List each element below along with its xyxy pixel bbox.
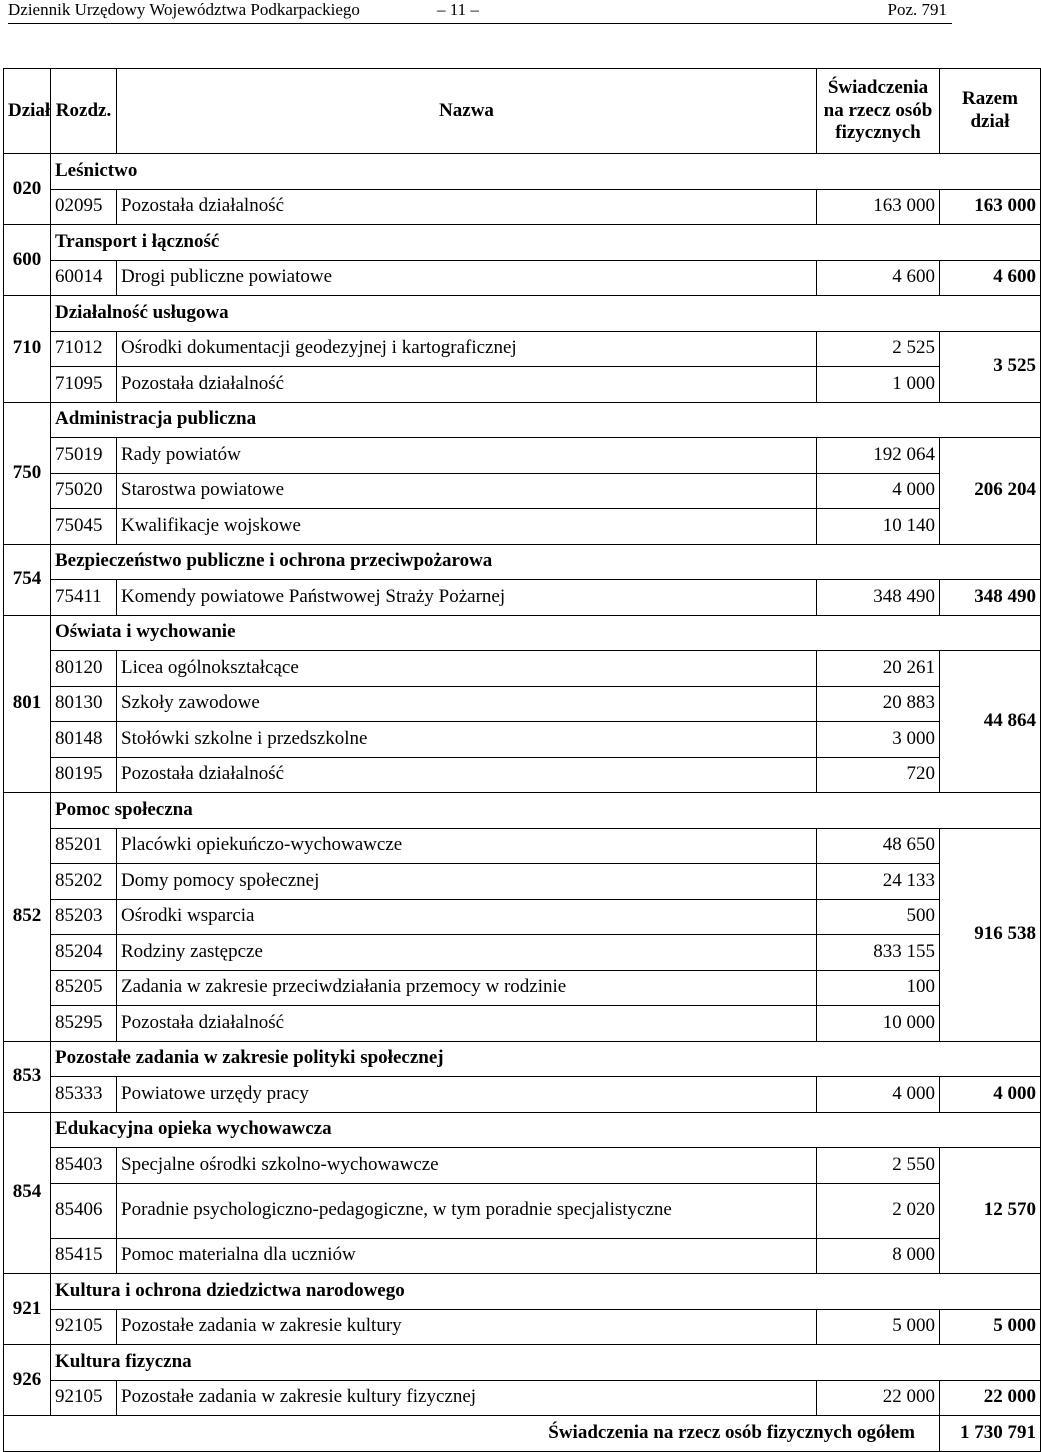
- dzial-code: 853: [4, 1041, 51, 1112]
- section-row: [4, 1112, 1041, 1148]
- dzial-code: 852: [4, 793, 51, 1042]
- document-header: [0, 0, 960, 22]
- dzial-total: 163 000: [940, 189, 1041, 225]
- table-row: [4, 828, 1041, 864]
- rozdzial-amount: 2 020: [817, 1183, 940, 1238]
- table-row: [4, 438, 1041, 474]
- dzial-name: Pomoc społeczna: [51, 793, 1041, 829]
- rozdzial-amount: 20 261: [817, 651, 940, 687]
- rozdzial-amount: 2 550: [817, 1148, 940, 1184]
- dzial-total: 4 600: [940, 260, 1041, 296]
- table-header-row: [4, 69, 1041, 154]
- section-row: [4, 154, 1041, 190]
- dzial-name: Edukacyjna opieka wychowawcza: [51, 1112, 1041, 1148]
- rozdzial-amount: 163 000: [817, 189, 940, 225]
- col-header-rozdz: Rozdz.: [51, 69, 117, 154]
- table-row: [4, 580, 1041, 616]
- table-row: [4, 1183, 1041, 1238]
- dzial-code: 854: [4, 1112, 51, 1274]
- table-row: [4, 686, 1041, 722]
- table-row: [4, 757, 1041, 793]
- dzial-name: Pozostałe zadania w zakresie polityki społecznej: [51, 1041, 1041, 1077]
- dzial-name: Administracja publiczna: [51, 402, 1041, 438]
- rozdzial-amount: 10 140: [817, 509, 940, 545]
- section-row: [4, 296, 1041, 332]
- table-row: [4, 1148, 1041, 1184]
- rozdzial-amount: 1 000: [817, 367, 940, 403]
- table-row: [4, 935, 1041, 971]
- table-body: [4, 154, 1041, 1416]
- rozdzial-code: 75020: [51, 473, 117, 509]
- rozdzial-amount: 4 000: [817, 473, 940, 509]
- dzial-code: 754: [4, 544, 51, 615]
- section-row: [4, 225, 1041, 261]
- rozdzial-code: 71012: [51, 331, 117, 367]
- rozdzial-code: 80148: [51, 722, 117, 758]
- rozdzial-name: Licea ogólnokształcące: [117, 651, 817, 687]
- table-row: [4, 331, 1041, 367]
- dzial-name: Działalność usługowa: [51, 296, 1041, 332]
- rozdzial-name: Pozostałe zadania w zakresie kultury fizycznej: [117, 1380, 817, 1416]
- summary-row: [4, 1416, 1041, 1452]
- section-row: [4, 1041, 1041, 1077]
- dzial-name: Kultura fizyczna: [51, 1345, 1041, 1381]
- dzial-name: Leśnictwo: [51, 154, 1041, 190]
- rozdzial-name: Starostwa powiatowe: [117, 473, 817, 509]
- rozdzial-amount: 22 000: [817, 1380, 940, 1416]
- dzial-total: 5 000: [940, 1309, 1041, 1345]
- table-row: [4, 260, 1041, 296]
- rozdzial-name: Ośrodki wsparcia: [117, 899, 817, 935]
- rozdzial-name: Pozostała działalność: [117, 1006, 817, 1042]
- table-row: [4, 189, 1041, 225]
- rozdzial-name: Pomoc materialna dla uczniów: [117, 1238, 817, 1274]
- dzial-code: 801: [4, 615, 51, 793]
- rozdzial-amount: 8 000: [817, 1238, 940, 1274]
- rozdzial-name: Specjalne ośrodki szkolno-wychowawcze: [117, 1148, 817, 1184]
- rozdzial-name: Szkoły zawodowe: [117, 686, 817, 722]
- table-row: [4, 1238, 1041, 1274]
- dzial-total: 206 204: [940, 438, 1041, 545]
- rozdzial-code: 85415: [51, 1238, 117, 1274]
- table-row: [4, 367, 1041, 403]
- dzial-code: 020: [4, 154, 51, 225]
- dzial-total: 4 000: [940, 1077, 1041, 1113]
- rozdzial-amount: 720: [817, 757, 940, 793]
- rozdzial-code: 85333: [51, 1077, 117, 1113]
- dzial-name: Transport i łączność: [51, 225, 1041, 261]
- rozdzial-name: Pozostała działalność: [117, 757, 817, 793]
- rozdzial-code: 75045: [51, 509, 117, 545]
- dzial-total: 3 525: [940, 331, 1041, 402]
- rozdzial-code: 80195: [51, 757, 117, 793]
- rozdzial-code: 85295: [51, 1006, 117, 1042]
- rozdzial-amount: 100: [817, 970, 940, 1006]
- rozdzial-name: Stołówki szkolne i przedszkolne: [117, 722, 817, 758]
- rozdzial-name: Pozostałe zadania w zakresie kultury: [117, 1309, 817, 1345]
- section-row: [4, 1345, 1041, 1381]
- dzial-code: 750: [4, 402, 51, 544]
- dzial-name: Bezpieczeństwo publiczne i ochrona przeciwpożarowa: [51, 544, 1041, 580]
- summary-total: 1 730 791: [940, 1416, 1041, 1452]
- rozdzial-amount: 10 000: [817, 1006, 940, 1042]
- rozdzial-name: Rady powiatów: [117, 438, 817, 474]
- table-row: [4, 899, 1041, 935]
- dzial-name: Kultura i ochrona dziedzictwa narodowego: [51, 1274, 1041, 1310]
- rozdzial-amount: 5 000: [817, 1309, 940, 1345]
- rozdzial-name: Powiatowe urzędy pracy: [117, 1077, 817, 1113]
- rozdzial-code: 85205: [51, 970, 117, 1006]
- rozdzial-amount: 348 490: [817, 580, 940, 616]
- table-row: [4, 651, 1041, 687]
- col-header-dzial: Dział: [4, 69, 51, 154]
- rozdzial-code: 60014: [51, 260, 117, 296]
- rozdzial-code: 71095: [51, 367, 117, 403]
- dzial-total: 22 000: [940, 1380, 1041, 1416]
- rozdzial-amount: 2 525: [817, 331, 940, 367]
- page-number: – 11 –: [437, 0, 479, 19]
- rozdzial-name: Rodziny zastępcze: [117, 935, 817, 971]
- section-row: [4, 615, 1041, 651]
- rozdzial-code: 85204: [51, 935, 117, 971]
- rozdzial-code: 85201: [51, 828, 117, 864]
- rozdzial-name: Pozostała działalność: [117, 367, 817, 403]
- section-row: [4, 793, 1041, 829]
- table-row: [4, 509, 1041, 545]
- rozdzial-code: 85406: [51, 1183, 117, 1238]
- col-header-nazwa: Nazwa: [117, 69, 817, 154]
- position-number: Poz. 791: [887, 0, 947, 19]
- dzial-code: 921: [4, 1274, 51, 1345]
- rozdzial-name: Kwalifikacje wojskowe: [117, 509, 817, 545]
- dzial-total: 348 490: [940, 580, 1041, 616]
- rozdzial-name: Pozostała działalność: [117, 189, 817, 225]
- rozdzial-name: Ośrodki dokumentacji geodezyjnej i kartograficznej: [117, 331, 817, 367]
- rozdzial-amount: 4 600: [817, 260, 940, 296]
- table-row: [4, 1309, 1041, 1345]
- section-row: [4, 402, 1041, 438]
- table-row: [4, 1006, 1041, 1042]
- table-row: [4, 722, 1041, 758]
- rozdzial-code: 85202: [51, 864, 117, 900]
- rozdzial-code: 02095: [51, 189, 117, 225]
- dzial-code: 926: [4, 1345, 51, 1416]
- rozdzial-name: Domy pomocy społecznej: [117, 864, 817, 900]
- table-row: [4, 473, 1041, 509]
- table-row: [4, 864, 1041, 900]
- rozdzial-name: Zadania w zakresie przeciwdziałania przemocy w rodzinie: [117, 970, 817, 1006]
- rozdzial-name: Poradnie psychologiczno-pedagogiczne, w tym poradnie specjalistyczne: [117, 1183, 817, 1238]
- table-row: [4, 970, 1041, 1006]
- rozdzial-code: 85203: [51, 899, 117, 935]
- rozdzial-code: 85403: [51, 1148, 117, 1184]
- header-rule: [8, 23, 952, 24]
- rozdzial-name: Komendy powiatowe Państwowej Straży Pożarnej: [117, 580, 817, 616]
- rozdzial-amount: 24 133: [817, 864, 940, 900]
- rozdzial-amount: 3 000: [817, 722, 940, 758]
- dzial-total: 916 538: [940, 828, 1041, 1041]
- rozdzial-amount: 4 000: [817, 1077, 940, 1113]
- journal-title: Dziennik Urzędowy Województwa Podkarpackiego: [8, 0, 360, 19]
- rozdzial-amount: 20 883: [817, 686, 940, 722]
- rozdzial-code: 92105: [51, 1309, 117, 1345]
- summary-label: Świadczenia na rzecz osób fizycznych ogółem: [4, 1416, 940, 1452]
- dzial-code: 600: [4, 225, 51, 296]
- rozdzial-name: Drogi publiczne powiatowe: [117, 260, 817, 296]
- section-row: [4, 544, 1041, 580]
- rozdzial-code: 80130: [51, 686, 117, 722]
- dzial-total: 12 570: [940, 1148, 1041, 1274]
- rozdzial-amount: 48 650: [817, 828, 940, 864]
- dzial-name: Oświata i wychowanie: [51, 615, 1041, 651]
- table-row: [4, 1077, 1041, 1113]
- dzial-code: 710: [4, 296, 51, 403]
- rozdzial-code: 75411: [51, 580, 117, 616]
- rozdzial-code: 80120: [51, 651, 117, 687]
- section-row: [4, 1274, 1041, 1310]
- expenditure-table: [3, 68, 1041, 1452]
- rozdzial-code: 75019: [51, 438, 117, 474]
- table-row: [4, 1380, 1041, 1416]
- col-header-swiadczenia: Świadczenia na rzecz osób fizycznych: [817, 69, 940, 154]
- rozdzial-amount: 500: [817, 899, 940, 935]
- rozdzial-amount: 833 155: [817, 935, 940, 971]
- rozdzial-amount: 192 064: [817, 438, 940, 474]
- rozdzial-name: Placówki opiekuńczo-wychowawcze: [117, 828, 817, 864]
- dzial-total: 44 864: [940, 651, 1041, 793]
- rozdzial-code: 92105: [51, 1380, 117, 1416]
- col-header-razem: Razem dział: [940, 69, 1041, 154]
